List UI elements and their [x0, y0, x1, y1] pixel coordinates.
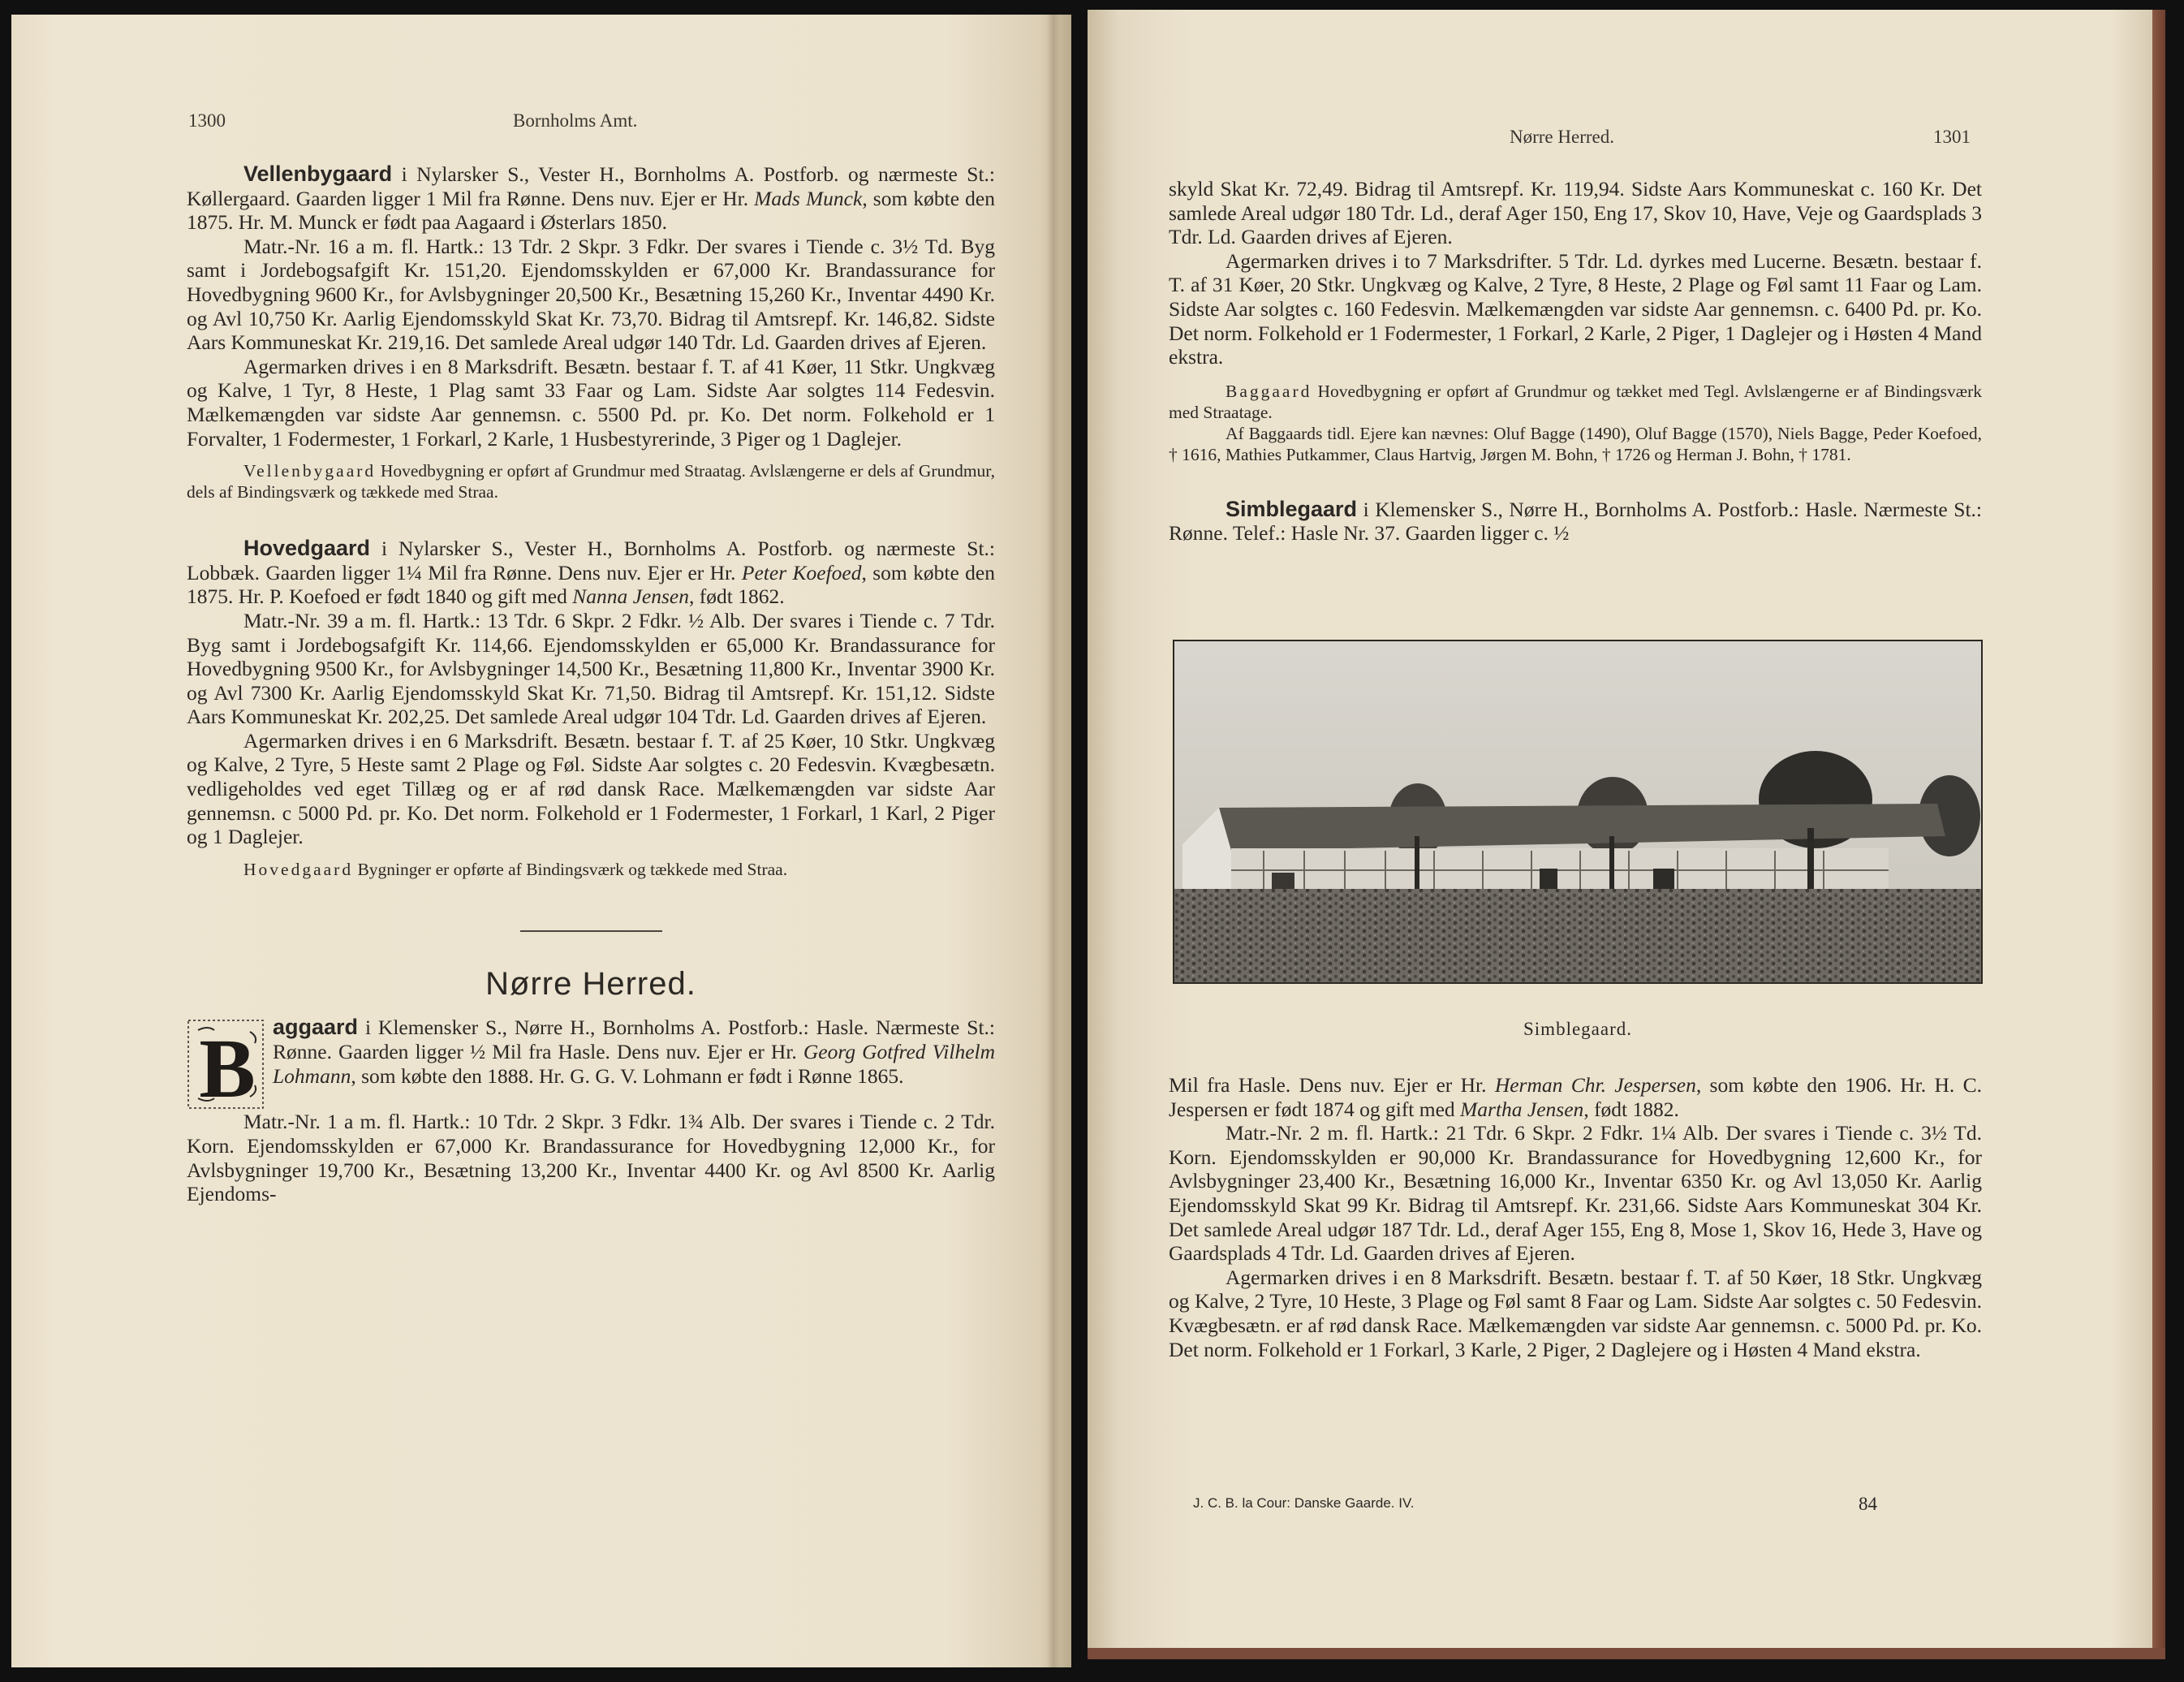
sheet-number: 84	[1859, 1494, 1877, 1514]
left-running-head: Bornholms Amt.	[513, 110, 638, 131]
paragraph: Matr.-Nr. 2 m. fl. Hartk.: 21 Tdr. 6 Skpr. 2 Fdkr. 1¼ Alb. Der svares i Tiende c. 3½ Td. Korn. Ejendomsskylden er 90,000 Kr. Brandassurance for Hovedbygning 12,600 Kr., for Avlsbygninger 23,400 Kr., Besætning 16,000 Kr., Inventar 6350 Kr. og Avl 13,050 Kr. Aarlig Ejendomsskyld Skat 99 Kr. Bidrag til Amtsrepf. Kr. 231,66. Sidste Aars Kommuneskat 304 Kr. Det samlede Areal udgør 187 Tdr. Ld., deraf Ager 155, Eng 8, Mose 1, Skov 16, Hede 3, Have og Gaardsplads 4 Tdr. Ld. Gaarden drives af Ejeren.	[1169, 1121, 1982, 1266]
building-note: Baggaard Hovedbygning er opført af Grundmur og tækket med Tegl. Avlslængerne er af Bindingsværk med Straatage.	[1169, 381, 1982, 422]
book-cover-edge	[2152, 10, 2165, 1658]
ornamental-dropcap	[187, 1019, 265, 1110]
paragraph: Matr.-Nr. 1 a m. fl. Hartk.: 10 Tdr. 2 Skpr. 3 Fdkr. 1¾ Alb. Der svares i Tiende c. 2 Tdr. Korn. Ejendomsskylden er 67,000 Kr. Brandassurance for Hovedbygning 12,000 Kr., for Avlsbygninger 19,700 Kr., Besætning 13,200 Kr., Inventar 4400 Kr. og Avl 8500 Kr. Aarlig Ejendoms-	[187, 1110, 995, 1206]
entry-vellenbygaard: Vellenbygaard i Nylarsker S., Vester H., Bornholms A. Postforb. og nærmeste St.: Køllergaard. Gaarden ligger 1 Mil fra Rønne. Dens nuv. Ejer er Hr. Mads Munck, som købte den 1875. Hr. M. Munck er født paa Aagaard i Østerlars 1850. Matr.-Nr. 16 a m. fl. Hartk.: 13 Tdr. 2 Skpr. 3 Fdkr. Der svares i Tiende c. 3½ Td. Byg samt i Jordebogsafgift Kr. 151,20. Ejendomsskylden er 67,000 Kr. Brandassurance for Hovedbygning 9600 Kr., for Avlsbygninger 20,500 Kr., Besætning 15,260 Kr., Inventar 4490 Kr. og Avl 10,750 Kr. Aarlig Ejendomsskyld Skat Kr. 73,70. Bidrag til Amtsrepf. Kr. 146,82. Sidste Aars Kommuneskat Kr. 219,16. Det samlede Areal udgør 140 Tdr. Ld. Gaarden drives af Ejeren. Agermarken drives i en 8 Marksdrift. Besætn. bestaar f. T. af 41 Køer, 11 Stkr. Ungkvæg og Kalve, 1 Tyr, 8 Heste, 1 Plag samt 33 Faar og Lam. Sidste Aar solgtes 114 Fedesvin. Mælkemængden var sidste Aar gennemsn. c. 5500 Pd. pr. Ko. Det norm. Folkehold er 1 Forvalter, 1 Fodermester, 1 Forkarl, 2 Karle, 1 Husbestyrerinde, 3 Piger og 1 Daglejer. Vellenbygaard Hovedbygning er opført af Grundmur med Straatag. Avlslængerne er dels af Grundmur, dels af Bindingsværk og tækkede med Straa.	[187, 162, 995, 502]
right-page-content-top: skyld Skat Kr. 72,49. Bidrag til Amtsrepf. Kr. 119,94. Sidste Aars Kommuneskat c. 160 Kr. Det samlede Areal udgør 180 Tdr. Ld., deraf Ager 150, Eng 17, Skov 10, Have, Veje og Gaardsplads 3 Tdr. Ld. Gaarden drives af Ejeren. Agermarken drives i to 7 Marksdrifter. 5 Tdr. Ld. dyrkes med Lucerne. Besætn. bestaar f. T. af 31 Køer, 20 Stkr. Ungkvæg og Kalve, 2 Tyre, 8 Heste, 2 Plage og Føl samt 11 Faar og Lam. Sidste Aar solgtes c. 160 Fedesvin. Mælkemængden var sidste Aar gennemsn. c. 6400 Pd. pr. Ko. Det norm. Folkehold er 1 Fodermester, 1 Forkarl, 2 Karle, 2 Piger, 1 Daglejer og i Høsten 4 Mand ekstra. Baggaard Hovedbygning er opført af Grundmur og tækket med Tegl. Avlslængerne er af Bindingsværk med Straatage. Af Baggaards tidl. Ejere kan nævnes: Oluf Bagge (1490), Oluf Bagge (1570), Niels Bagge, Peder Koefoed, † 1616, Mathies Putkammer, Claus Hartvig, Jørgen M. Bohn, † 1726 og Herman J. Bohn, † 1781. Simblegaard i Klemensker S., Nørre H., Bornholms A. Postforb.: Hasle. Nærmeste St.: Rønne. Telef.: Hasle Nr. 37. Gaarden ligger c. ½	[1169, 177, 1982, 546]
paragraph: skyld Skat Kr. 72,49. Bidrag til Amtsrepf. Kr. 119,94. Sidste Aars Kommuneskat c. 160 Kr. Det samlede Areal udgør 180 Tdr. Ld., deraf Ager 150, Eng 17, Skov 10, Have, Veje og Gaardsplads 3 Tdr. Ld. Gaarden drives af Ejeren.	[1169, 177, 1982, 249]
right-page-number: 1301	[1933, 127, 1971, 147]
right-page-content-bottom: Mil fra Hasle. Dens nuv. Ejer er Hr. Herman Chr. Jespersen, som købte den 1906. Hr. H. C. Jespersen er født 1874 og gift med Martha Jensen, født 1882. Matr.-Nr. 2 m. fl. Hartk.: 21 Tdr. 6 Skpr. 2 Fdkr. 1¼ Alb. Der svares i Tiende c. 3½ Td. Korn. Ejendomsskylden er 90,000 Kr. Brandassurance for Hovedbygning 12,600 Kr., for Avlsbygninger 23,400 Kr., Besætning 16,000 Kr., Inventar 6350 Kr. og Avl 13,050 Kr. Aarlig Ejendomsskyld Skat 99 Kr. Bidrag til Amtsrepf. Kr. 231,66. Sidste Aars Kommuneskat 304 Kr. Det samlede Areal udgør 187 Tdr. Ld., deraf Ager 155, Eng 8, Mose 1, Skov 16, Hede 3, Have og Gaardsplads 4 Tdr. Ld. Gaarden drives af Ejeren. Agermarken drives i en 8 Marksdrift. Besætn. bestaar f. T. af 50 Køer, 18 Stkr. Ungkvæg og Kalve, 2 Tyre, 10 Heste, 3 Plage og Føl samt 8 Faar og Lam. Sidste Aar solgtes c. 50 Fedesvin. Kvægbesætn. er af rød dansk Race. Mælkemængden var sidste Aar gennemsn. c. 5000 Pd. pr. Ko. Det norm. Folkehold er 1 Forkarl, 3 Karle, 2 Piger, 2 Daglejere og i Høsten 4 Mand ekstra.	[1169, 1073, 1982, 1361]
paragraph: Matr.-Nr. 39 a m. fl. Hartk.: 13 Tdr. 6 Skpr. 2 Fdkr. ½ Alb. Der svares i Tiende c. 7 Tdr. Byg samt i Jordebogsafgift Kr. 114,66. Ejendomsskylden er 65,000 Kr. Brandassurance for Hovedbygning 9500 Kr., for Avlsbygninger 14,500 Kr., Besætning 11,800 Kr., Inventar 3900 Kr. og Avl 7300 Kr. Aarlig Ejendomsskyld Skat Kr. 71,50. Bidrag til Amtsrepf. Kr. 151,12. Sidste Aars Kommuneskat Kr. 202,25. Det samlede Areal udgør 104 Tdr. Ld. Gaarden drives af Ejeren.	[187, 608, 995, 729]
entry-title: Simblegaard	[1226, 496, 1358, 521]
section-title: Nørre Herred.	[485, 965, 696, 1002]
book-footer: J. C. B. la Cour: Danske Gaarde. IV.	[1193, 1495, 1415, 1511]
owner-name: Herman Chr. Jespersen	[1494, 1073, 1696, 1097]
paragraph: Agermarken drives i to 7 Marksdrifter. 5 Tdr. Ld. dyrkes med Lucerne. Besætn. bestaar f. T. af 31 Køer, 20 Stkr. Ungkvæg og Kalve, 2 Tyre, 8 Heste, 2 Plage og Føl samt 11 Faar og Lam. Sidste Aar solgtes c. 160 Fedesvin. Mælkemængden var sidste Aar gennemsn. c. 6400 Pd. pr. Ko. Det norm. Folkehold er 1 Fodermester, 1 Forkarl, 2 Karle, 2 Piger, 1 Daglejer og i Høsten 4 Mand ekstra.	[1169, 248, 1982, 369]
former-owners-note: Af Baggaards tidl. Ejere kan nævnes: Oluf Bagge (1490), Oluf Bagge (1570), Niels Bagge, Peder Koefoed, † 1616, Mathies Putkammer, Claus Hartvig, Jørgen M. Bohn, † 1726 og Herman J. Bohn, † 1781.	[1169, 423, 1982, 464]
entry-hovedgaard: Hovedgaard i Nylarsker S., Vester H., Bornholms A. Postforb. og nærmeste St.: Lobbæk. Gaarden ligger 1¼ Mil fra Rønne. Dens nuv. Ejer er Hr. Peter Koefoed, som købte den 1875. Hr. P. Koefoed er født 1840 og gift med Nanna Jensen, født 1862. Matr.-Nr. 39 a m. fl. Hartk.: 13 Tdr. 6 Skpr. 2 Fdkr. ½ Alb. Der svares i Tiende c. 7 Tdr. Byg samt i Jordebogsafgift Kr. 114,66. Ejendomsskylden er 65,000 Kr. Brandassurance for Hovedbygning 9500 Kr., for Avlsbygninger 14,500 Kr., Besætning 11,800 Kr., Inventar 3900 Kr. og Avl 7300 Kr. Aarlig Ejendomsskyld Skat Kr. 71,50. Bidrag til Amtsrepf. Kr. 151,12. Sidste Aars Kommuneskat Kr. 202,25. Det samlede Areal udgør 104 Tdr. Ld. Gaarden drives af Ejeren. Agermarken drives i en 6 Marksdrift. Besætn. bestaar f. T. af 25 Køer, 10 Stkr. Ungkvæg og Kalve, 2 Tyre, 5 Heste samt 2 Plage og Føl. Sidste Aar solgtes c. 20 Fedesvin. Kvægbesætn. vedligeholdes ved eget Tillæg og er af rød dansk Race. Mælkemængden var sidste Aar gennemsn. c 5000 Pd. pr. Ko. Det norm. Folkehold er 1 Fodermester, 1 Forkarl, 1 Karl, 2 Piger og 1 Daglejer. Hovedgaard Bygninger er opførte af Bindingsværk og tækkede med Straa.	[187, 536, 996, 879]
entry-title: aggaard	[273, 1015, 359, 1040]
paragraph: Matr.-Nr. 16 a m. fl. Hartk.: 13 Tdr. 2 Skpr. 3 Fdkr. Der svares i Tiende c. 3½ Td. Byg samt i Jordebogsafgift Kr. 151,20. Ejendomsskylden er 67,000 Kr. Brandassurance for Hovedbygning 9600 Kr., for Avlsbygninger 20,500 Kr., Besætning 15,260 Kr., Inventar 4490 Kr. og Avl 10,750 Kr. Aarlig Ejendomsskyld Skat Kr. 73,70. Bidrag til Amtsrepf. Kr. 146,82. Sidste Aars Kommuneskat Kr. 219,16. Det samlede Areal udgør 140 Tdr. Ld. Gaarden drives af Ejeren.	[187, 234, 995, 355]
paragraph: Agermarken drives i en 6 Marksdrift. Besætn. bestaar f. T. af 25 Køer, 10 Stkr. Ungkvæg og Kalve, 2 Tyre, 5 Heste samt 2 Plage og Føl. Sidste Aar solgtes c. 20 Fedesvin. Kvægbesætn. vedligeholdes ved eget Tillæg og er af rød dansk Race. Mælkemængden var sidste Aar gennemsn. c 5000 Pd. pr. Ko. Det norm. Folkehold er 1 Fodermester, 1 Forkarl, 1 Karl, 2 Piger og 1 Daglejer.	[187, 728, 995, 849]
right-running-head: Nørre Herred.	[1510, 127, 1614, 147]
building-note: Hovedgaard Bygninger er opførte af Bindingsværk og tækkede med Straa.	[243, 859, 788, 879]
paragraph: Agermarken drives i en 8 Marksdrift. Besætn. bestaar f. T. af 41 Køer, 11 Stkr. Ungkvæg og Kalve, 1 Tyr, 8 Heste, 1 Plag samt 33 Faar og Lam. Sidste Aar solgtes 114 Fedesvin. Mælkemængden var sidste Aar gennemsn. c. 5500 Pd. pr. Ko. Det norm. Folkehold er 1 Forvalter, 1 Fodermester, 1 Forkarl, 2 Karle, 1 Husbestyrerinde, 3 Piger og 1 Daglejer.	[187, 354, 995, 451]
farm-photograph	[1173, 640, 1983, 984]
dropcap-letter: B	[199, 1022, 256, 1111]
entry-title: Hovedgaard	[243, 536, 371, 561]
farm-photo-illustration	[1174, 641, 1981, 982]
entry-baggaard: B aggaard i Klemensker S., Nørre H., Bornholms A. Postforb.: Hasle. Nærmeste St.: Rønne. Gaarden ligger ½ Mil fra Hasle. Dens nuv. Ejer er Hr. Georg Gotfred Vilhelm Lohmann, som købte den 1888. Hr. G. G. V. Lohmann er født i Rønne 1865. Matr.-Nr. 1 a m. fl. Hartk.: 10 Tdr. 2 Skpr. 3 Fdkr. 1¾ Alb. Der svares i Tiende c. 2 Tdr. Korn. Ejendomsskylden er 67,000 Kr. Brandassurance for Hovedbygning 12,000 Kr., for Avlsbygninger 19,700 Kr., Besætning 13,200 Kr., Inventar 4400 Kr. og Avl 8500 Kr. Aarlig Ejendoms-	[187, 1015, 996, 1206]
photo-caption: Simblegaard.	[1523, 1019, 1632, 1039]
book-spine-shadow	[1047, 15, 1060, 1667]
owner-name: Peter Koefoed	[741, 560, 862, 584]
book-cover-bottom	[1088, 1648, 2165, 1659]
paragraph: Agermarken drives i en 8 Marksdrift. Besætn. bestaar f. T. af 50 Køer, 18 Stkr. Ungkvæg og Kalve, 2 Tyre, 10 Heste, 3 Plage og Føl samt 8 Faar og Lam. Sidste Aar solgtes c. 50 Fedesvin. Kvægbesætn. er af rød dansk Race. Mælkemængden var sidste Aar gennemsn. c. 5000 Pd. pr. Ko. Det norm. Folkehold er 1 Forkarl, 3 Karle, 2 Piger, 2 Daglejere og i Høsten 4 Mand ekstra.	[1169, 1265, 1982, 1361]
wife-name: Martha Jensen	[1460, 1097, 1584, 1121]
building-note: Vellenbygaard Hovedbygning er opført af Grundmur med Straatag. Avlslængerne er dels af Grundmur, dels af Bindingsværk og tækkede med Straa.	[187, 461, 995, 502]
entry-title: Vellenbygaard	[243, 162, 393, 186]
owner-name: Mads Munck	[754, 186, 863, 210]
left-page-content	[187, 162, 995, 1206]
wife-name: Nanna Jensen	[572, 584, 689, 609]
owner-name: Georg Gotfred Vilhelm Lohmann	[273, 1040, 996, 1088]
left-page-number: 1300	[188, 110, 226, 131]
